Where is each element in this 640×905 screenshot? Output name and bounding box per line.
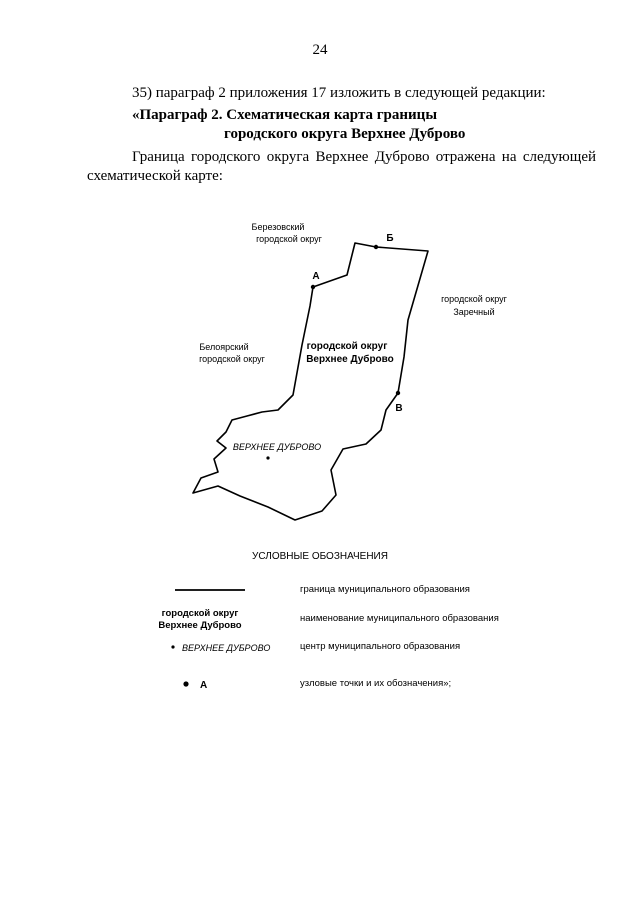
center-label: ВЕРХНЕЕ ДУБРОВО	[232, 442, 322, 452]
legend-title: УСЛОВНЫЕ ОБОЗНАЧЕНИЯ	[252, 551, 388, 562]
body-text-line-1: Граница городского округа Верхнее Дуброво отражена на следующей	[132, 149, 596, 165]
paragraph-title-line-2: городского округа Верхнее Дуброво	[224, 126, 466, 142]
neighbor-west-line-1: Белоярский	[199, 342, 249, 352]
neighbor-north-line-2: городской округ	[256, 234, 322, 244]
paragraph-title-line-1: «Параграф 2. Схематическая карта границы	[132, 107, 438, 123]
point-label-b: Б	[386, 233, 394, 244]
node-point-b	[374, 245, 378, 249]
amendment-item: 35) параграф 2 приложения 17 изложить в следующей редакции:	[132, 85, 546, 101]
legend-name-desc: наименование муниципального образования	[300, 613, 499, 624]
district-name-line-2: Верхнее Дуброво	[306, 354, 394, 365]
legend-node-sample: А	[200, 680, 208, 691]
district-boundary	[193, 243, 428, 520]
neighbor-east-line-2: Заречный	[453, 307, 495, 317]
page-number: 24	[312, 42, 328, 58]
legend-center-dot	[171, 645, 174, 648]
neighbor-north-line-1: Березовский	[251, 222, 305, 232]
legend-node-desc: узловые точки и их обозначения»;	[300, 678, 452, 689]
node-point-a	[311, 285, 315, 289]
legend-name-sample-line-1: городской округ	[161, 608, 239, 619]
neighbor-west-line-2: городской округ	[199, 354, 265, 364]
neighbor-east-line-1: городской округ	[441, 294, 507, 304]
point-label-v: В	[395, 403, 403, 414]
center-dot	[266, 456, 269, 459]
legend-name-sample	[140, 608, 260, 632]
legend-name-sample-line-2: Верхнее Дуброво	[158, 620, 242, 631]
point-label-a: А	[312, 271, 320, 282]
legend-center-sample: ВЕРХНЕЕ ДУБРОВО	[182, 643, 271, 653]
legend-center-desc: центр муниципального образования	[300, 641, 461, 652]
legend-boundary-desc: граница муниципального образования	[300, 584, 470, 595]
district-name-line-1: городской округ	[306, 341, 388, 352]
node-point-v	[396, 391, 400, 395]
legend-node-dot	[183, 681, 188, 686]
body-text-line-2: схематической карте:	[87, 168, 223, 184]
